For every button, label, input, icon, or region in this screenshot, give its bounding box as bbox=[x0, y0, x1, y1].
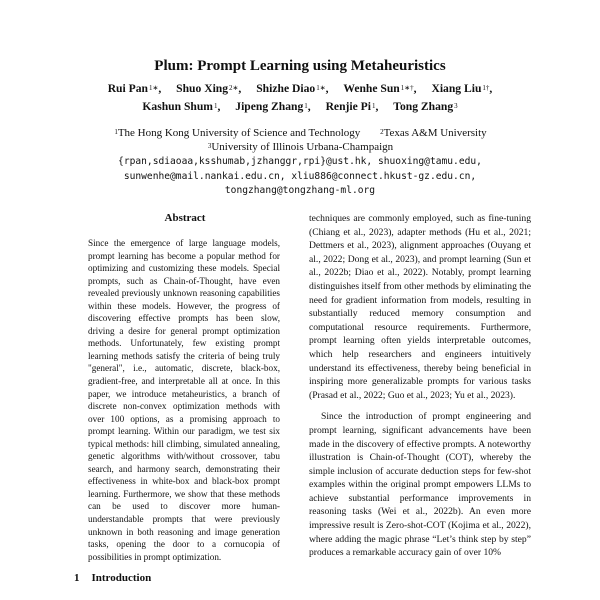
email-line: sunwenhe@mail.nankai.edu.cn, xliu886@connect.hkust-gz.edu.cn, bbox=[123, 170, 477, 182]
author: Rui Pan$^{1∗}$, bbox=[107, 82, 162, 95]
paragraph: techniques are commonly employed, such as fine-tuning (Chiang et al., 2023), adapter methods (Hu et al., 2021; Dettmers et al., 2023), alignment approaches (Ouyang et al., 2022; Dong et al., 2023), and prompt learning (Sun et al., 2022b; Diao et al., 2022). Notably, prompt learning distinguishes itself from other methods by eliminating the need for gradient information from models, resulting in substantially reduced memory consumption and computational resource requirements. Furthermore, prompt learning often yields interpretable outcomes, which help researchers and engineers intuitively understand its effectiveness, thereby being beneficial in inspiring more generalizable prompts for various tasks (Prasad et al., 2022; Guo et al., 2023; Yu et al., 2023). bbox=[309, 213, 531, 401]
affiliation: $^3$University of Illinois Urbana-Champaign bbox=[207, 141, 394, 153]
paragraph: Since the introduction of prompt engineering and prompt learning, significant advancements have been made in the discovery of effective prompts. A noteworthy illustration is Chain-of-Thought (COT), whereby the simple inclusion of accurate deduction steps for few-shot examples within the original prompt empowers LLMs to achieve substantial performance improvements in reasoning tasks (Wei et al., 2022b). An even more impressive result is Zero-shot-COT (Kojima et al., 2022), where adding the magic phrase “Let’s think step by step” produces a remarkable accuracy gain of over 10% bbox=[309, 411, 531, 559]
author: Renjie Pi$^1$, bbox=[325, 100, 379, 113]
affiliation: $^2$Texas A&M University bbox=[380, 127, 487, 139]
author: Wenhe Sun$^{1∗\dagger}$, bbox=[343, 82, 417, 95]
abstract-text: Since the emergence of large language models, prompt learning has become a popular method for optimizing and customizing these models. Special prompts, such as Chain-of-Thought, have even revealed previously unknown reasoning capabilities within these models. However, the progress of discovering effective prompts has been slow, driving a desire for general prompt optimization methods. Unfortunately, few existing prompt learning methods satisfy the criteria of being truly "general", i.e., automatic, discrete, black-box, gradient-free, and interpretable all at once. In this paper, we introduce metaheuristics, a branch of discrete non-convex optimization methods with over 100 options, as a promising approach to prompt learning. Within our paradigm, we test six typical methods: hill climbing, simulated annealing, genetic algorithms with/without crossover, tabu search, and harmony search, demonstrating their effectiveness in white-box and black-box prompt learning. Furthermore, we show that these methods can be used to discover more human-understandable prompts that were previously unknown in both reasoning and image generation tasks, opening the door to a cornucopia of possibilities in prompt optimization. bbox=[88, 238, 280, 562]
affiliation-list bbox=[40, 126, 560, 154]
section-number: 1 bbox=[74, 572, 80, 584]
author: Jipeng Zhang$^1$, bbox=[235, 100, 311, 113]
section-heading-introduction bbox=[74, 572, 163, 584]
author-list bbox=[60, 80, 540, 116]
email-line: tongzhang@tongzhang-ml.org bbox=[224, 185, 376, 197]
author: Shuo Xing$^{2∗}$, bbox=[176, 82, 242, 95]
email-list bbox=[40, 155, 560, 199]
author: Shizhe Diao$^{1∗}$, bbox=[256, 82, 329, 95]
author: Xiang Liu$^{1\dagger}$, bbox=[431, 82, 493, 95]
author: Kashun Shum$^1$, bbox=[142, 100, 221, 113]
paper-title: Plum: Prompt Learning using Metaheuristics bbox=[154, 58, 446, 74]
abstract-heading: Abstract bbox=[164, 212, 206, 224]
author: Tong Zhang$^3$ bbox=[393, 100, 458, 113]
right-column bbox=[309, 212, 531, 560]
email-line: {rpan,sdiaoaa,ksshumab,jzhanggr,rpi}@ust.hk, shuoxing@tamu.edu, bbox=[118, 156, 482, 167]
affiliation: $^1$The Hong Kong University of Science and Technology bbox=[114, 127, 361, 139]
section-title: Introduction bbox=[91, 572, 152, 584]
